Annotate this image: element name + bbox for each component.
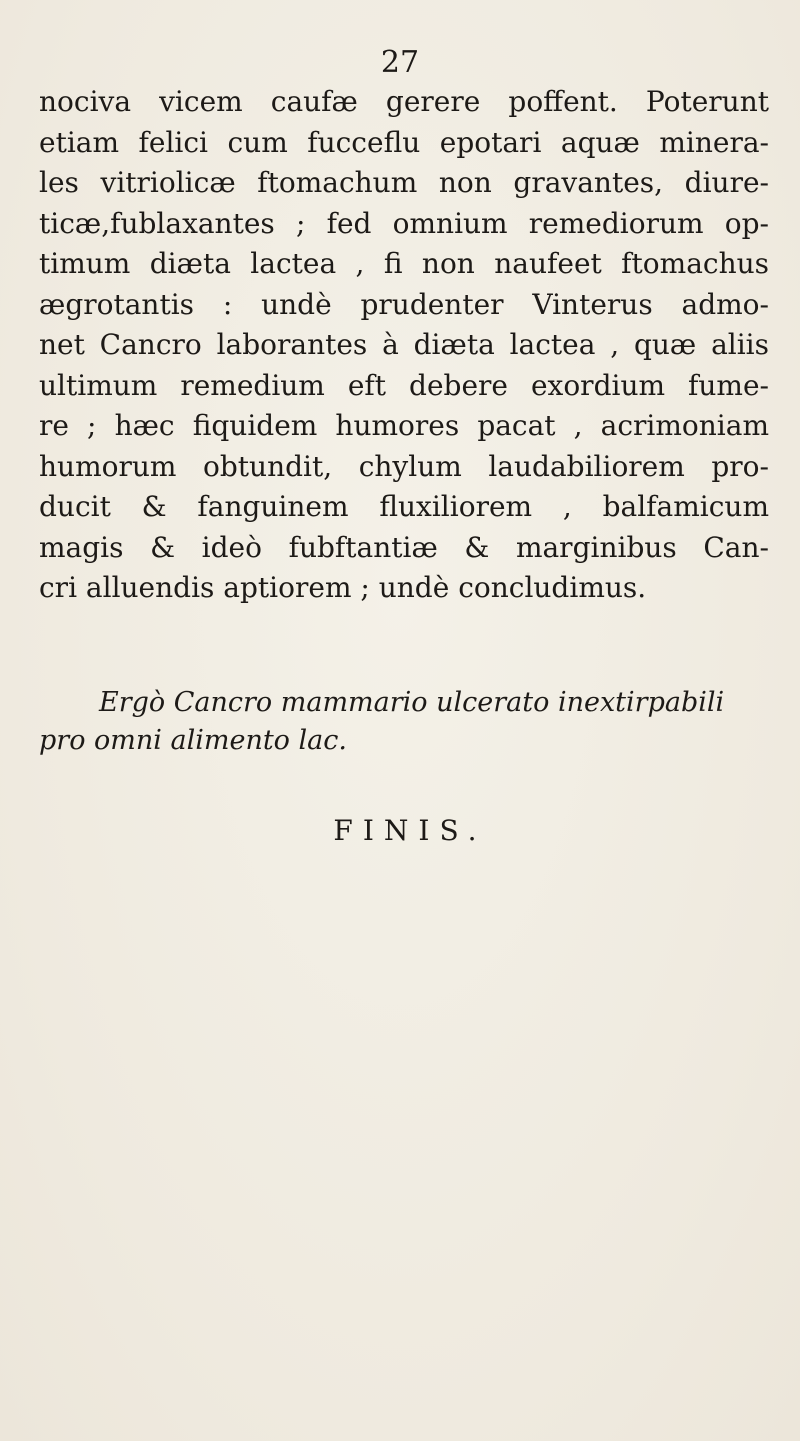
text-line: ægrotantis : undè prudenter Vinterus admo- bbox=[39, 287, 769, 321]
text-line: net Cancro laborantes à diæta lactea , quæ aliis bbox=[39, 328, 769, 361]
text-line: nociva vicem caufæ gerere poffent. Poterunt bbox=[39, 85, 769, 118]
conclusion-line: pro omni alimento lac. bbox=[39, 725, 347, 756]
text-line: ultimum remedium eft debere exordium fume- bbox=[39, 368, 769, 402]
text-line: humorum obtundit, chylum laudabiliorem pro- bbox=[39, 449, 769, 483]
text-line: les vitriolicæ ftomachum non gravantes, diure- bbox=[39, 166, 769, 199]
text-line: re ; hæc fiquidem humores pacat , acrimoniam bbox=[39, 409, 769, 442]
finis-heading: FINIS. bbox=[333, 814, 487, 847]
text-line: timum diæta lactea , fi non naufeet ftomachus bbox=[39, 247, 769, 280]
text-line: etiam felici cum fucceflu epotari aquæ minera- bbox=[39, 125, 769, 159]
conclusion-line: Ergò Cancro mammario ulcerato inextirpabili bbox=[99, 687, 725, 718]
text-line: ducit & fanguinem fluxiliorem , balfamicum bbox=[39, 490, 769, 523]
body-paragraph bbox=[39, 82, 769, 609]
text-line: cri alluendis aptiorem ; undè concludimus. bbox=[39, 571, 647, 604]
page-number: 27 bbox=[380, 45, 420, 80]
text-line: magis & ideò fubftantiæ & marginibus Can- bbox=[39, 530, 769, 564]
conclusion-italic bbox=[39, 684, 769, 760]
text-line: ticæ,fublaxantes ; fed omnium remediorum op- bbox=[39, 206, 769, 240]
